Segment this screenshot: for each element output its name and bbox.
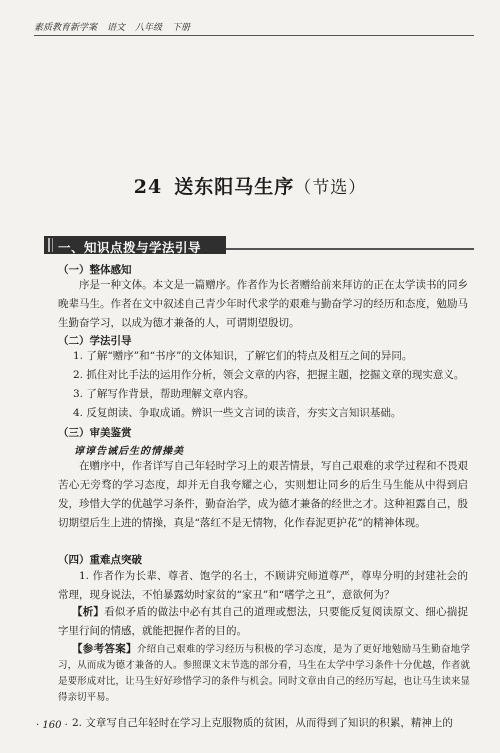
chapter-number: 24 (133, 176, 163, 198)
part1-heading: （一）整体感知 (58, 264, 132, 276)
part2-heading: （二）学法引导 (58, 335, 132, 347)
part4-item-2: 2. 文章写自己年轻时在学习上克服物质的贫困，从而得到了知识的积累，精神上的 (72, 717, 453, 729)
chapter-title (0, 172, 500, 199)
section-banner (44, 236, 474, 254)
answer-tag: 【参考答案】 (72, 643, 137, 655)
header-volume: 下册 (172, 23, 191, 33)
answer-text: 介绍自己艰难的学习经历与积极的学习态度，是为了更好地勉励马生勤奋地学习，从而成为德才兼备的人。参照课文末节选的部分看，马生在太学中学习条件十分优越，作者就是要形成对比，让马生好好珍惜学习的条件与机会。同时文章由自己的经历写起，也让马生读来显得亲切平易。 (58, 644, 470, 703)
header-subject: 语文 (107, 23, 126, 33)
part4-question: 1. 作者作为长辈、尊者、饱学的名士，不顾讲究师道尊严，尊卑分明的封建社会的常理，现身说法，不怕暴露幼时家贫的“家丑”和“嗜学之丑”，意欲何为？ (58, 570, 468, 601)
analysis-tag: 【析】 (72, 606, 105, 618)
analysis-text: 看似矛盾的做法中必有其自己的道理或想法，只要能反复阅读原文、细心揣捉字里行间的情感，就能把握作者的目的。 (58, 606, 468, 637)
section-banner-rule (226, 248, 474, 250)
part2-item-2: 2. 抓住对比手法的运用作分析，领会文章的内容，把握主题，挖掘文章的现实意义。 (73, 369, 465, 381)
part4-heading: （四）重难点突破 (58, 554, 142, 566)
header-grade: 八年级 (135, 23, 163, 33)
page-number: · 160 · (36, 720, 68, 731)
chapter-subtitle: （节选） (294, 178, 367, 198)
part3-fancy-title: 谆谆告诫后生的情操美 (74, 446, 184, 457)
running-header (34, 20, 474, 36)
chapter-name: 送东阳马生序 (174, 176, 295, 198)
section-banner-label: 一、知识点拨与学法引导 (58, 240, 202, 255)
part4-analysis (58, 603, 468, 641)
part3-heading: （三）审美鉴赏 (58, 427, 132, 439)
part2-item-3: 3. 了解写作背景，帮助理解文章内容。 (73, 388, 255, 400)
part1-text: 序是一种文体。本文是一篇赠序。作者作为长者赠给前来拜访的正在太学读书的同乡晚辈马生。作者在文中叙述自己青少年时代求学的艰难与勤奋学习的经历和态度，勉励马生勤奋学习，以成为德才兼备的人，可谓期望殷切。 (58, 279, 468, 329)
part3-text: 在赠序中，作者详写自己年轻时学习上的艰苦情景，写自己艰难的求学过程和不畏艰苦心无旁骛的学习态度，却并无自我夸耀之心，实则想让同乡的后生马生能从中得到启发，珍惜大学的优越学习条件，勤奋治学，成为德才兼备的经世之才。这种袒露自己，殷切期望后生上进的情操，真是“落红不是无情物，化作春泥更护花”的精神体现。 (58, 460, 468, 529)
part2-item-1: 1. 了解“赠序”和“书序”的文体知识，了解它们的特点及相互之间的异同。 (73, 350, 413, 362)
part4-answer (58, 641, 470, 706)
part2-item-4: 4. 反复朗读、争取成诵。辨识一些文言词的读音，夯实文言知识基础。 (73, 407, 402, 419)
header-series: 素质教育新学案 (34, 23, 98, 33)
